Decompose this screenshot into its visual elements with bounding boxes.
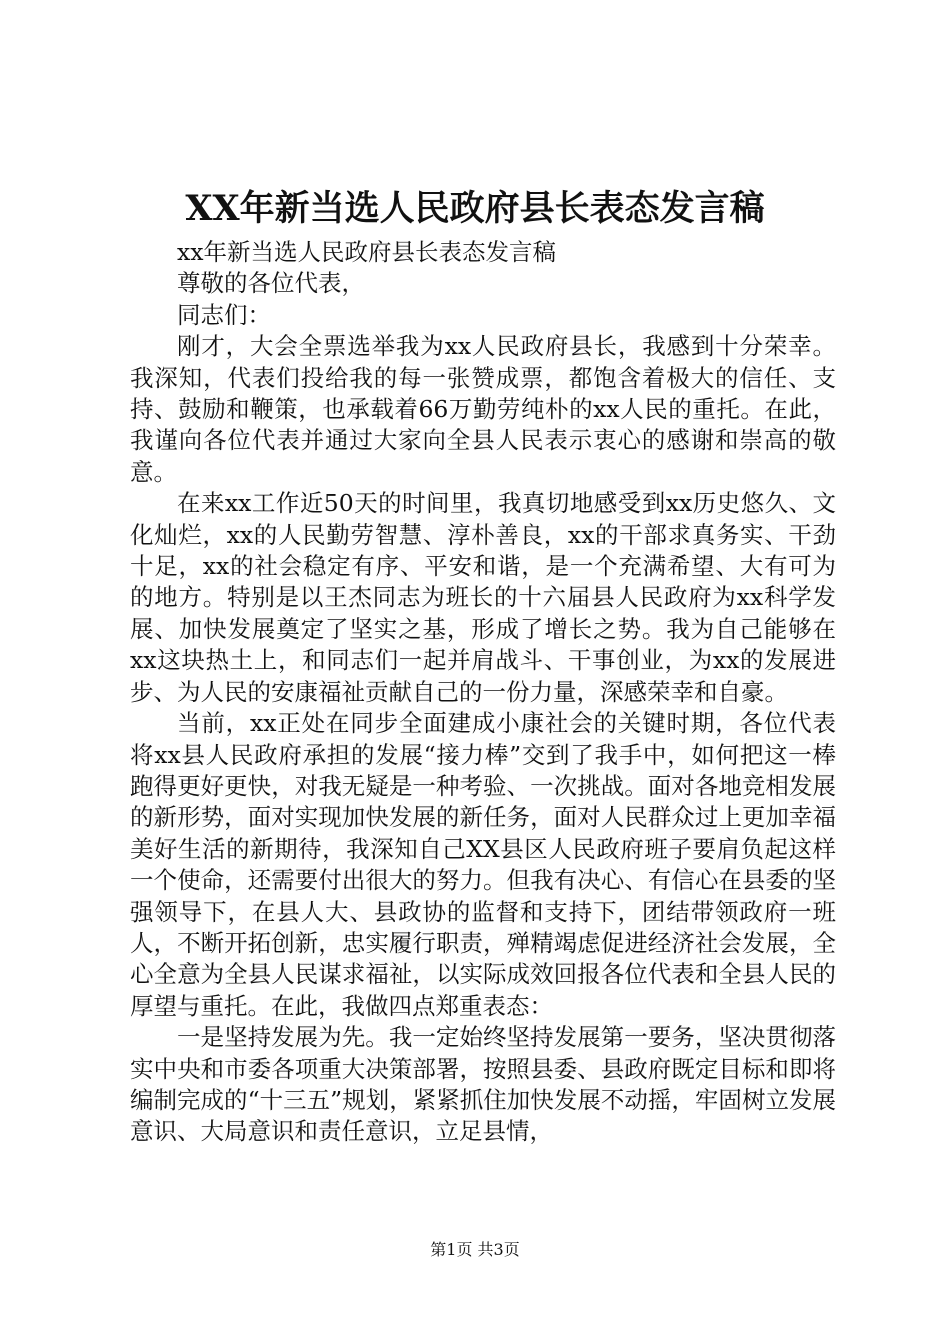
document-body [130,237,836,1148]
document-title: XX年新当选人民政府县长表态发言稿 [185,188,765,229]
paragraph-thanks: 刚才，大会全票选举我为xx人民政府县长，我感到十分荣幸。我深知，代表们投给我的每一张赞成票，都饱含着极大的信任、支持、鼓励和鞭策，也承载着66万勤劳纯朴的xx人民的重托。在此，我谨向各位代表并通过大家向全县人民表示衷心的感谢和崇高的敬意。 [130,332,836,486]
paragraph-point-one: 一是坚持发展为先。我一定始终坚持发展第一要务，坚决贯彻落实中央和市委各项重大决策部署，按照县委、县政府既定目标和即将编制完成的“十三五”规划，紧紧抓住加快发展不动摇，牢固树立发展意识、大局意识和责任意识，立足县情， [130,1023,836,1146]
paragraph-impressions: 在来xx工作近50天的时间里，我真切地感受到xx历史悠久、文化灿烂，xx的人民勤劳智慧、淳朴善良，xx的干部求真务实、干劲十足，xx的社会稳定有序、平安和谐，是一个充满希望、大有可为的地方。特别是以王杰同志为班长的十六届县人民政府为xx科学发展、加快发展奠定了坚实之基，形成了增长之势。我为自己能够在xx这块热土上，和同志们一起并肩战斗、干事创业，为xx的发展进步、为人民的安康福祉贡献自己的一份力量，深感荣幸和自豪。 [130,489,836,706]
paragraph-heading-repeat: xx年新当选人民政府县长表态发言稿 [177,238,557,266]
paragraph-salutation: 尊敬的各位代表， [177,269,365,298]
paragraph-address: 同志们： [177,300,271,329]
page-number-footer: 第1页 共3页 [430,1240,520,1259]
paragraph-challenge: 当前，xx正处在同步全面建成小康社会的关键时期，各位代表将xx县人民政府承担的发展“接力棒”交到了我手中，如何把这一棒跑得更好更快，对我无疑是一种考验、一次挑战。面对各地竞相发展的新形势，面对实现加快发展的新任务，面对人民群众过上更加幸福美好生活的新期待，我深知自己XX县区人民政府班子要肩负起这样一个使命，还需要付出很大的努力。但我有决心、有信心在县委的坚强领导下，在县人大、县政协的监督和支持下，团结带领政府一班人，不断开拓创新，忠实履行职责，殚精竭虑促进经济社会发展，全心全意为全县人民谋求福祉，以实际成效回报各位代表和全县人民的厚望与重托。在此，我做四点郑重表态： [130,709,836,1020]
